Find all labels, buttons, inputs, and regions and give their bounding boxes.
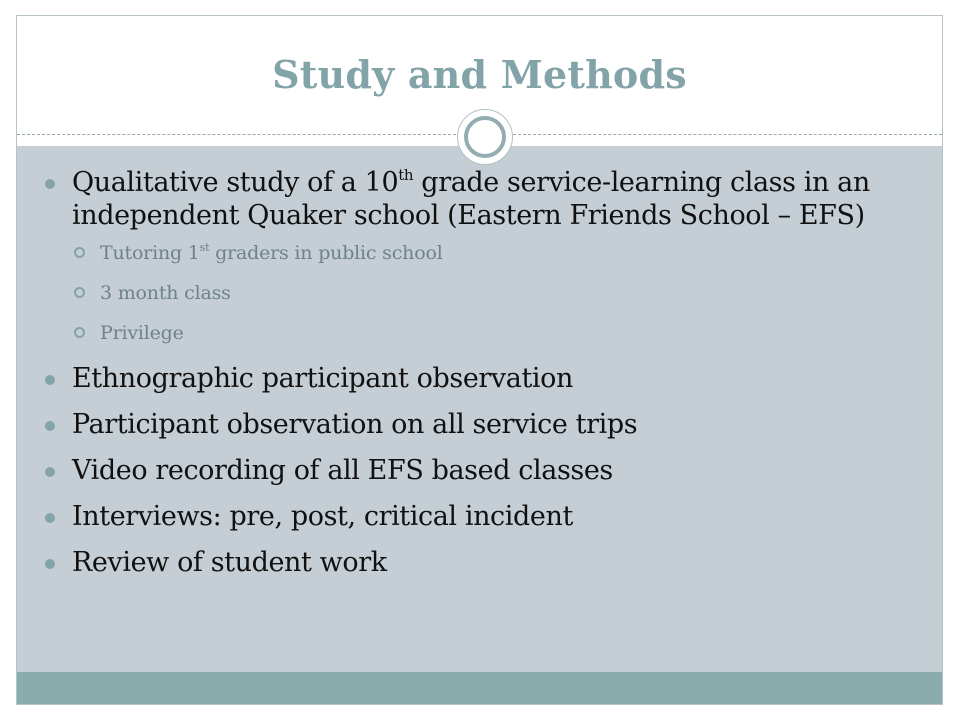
ring-bullet-icon bbox=[74, 247, 85, 258]
bullet-dot-icon bbox=[45, 375, 55, 385]
ring-bullet-icon bbox=[74, 287, 85, 298]
bullet-dot-icon bbox=[45, 513, 55, 523]
slide-title: Study and Methods bbox=[272, 52, 687, 97]
bullet-text: Participant observation on all service trips bbox=[72, 409, 638, 440]
bullet-text: Interviews: pre, post, critical incident bbox=[72, 501, 573, 532]
bullet-text: Ethnographic participant observation bbox=[72, 363, 573, 394]
bullet-item bbox=[17, 362, 942, 395]
bullet-dot-icon bbox=[45, 559, 55, 569]
bullet-dot-icon bbox=[45, 179, 55, 189]
bullet-item bbox=[17, 166, 942, 344]
bullet-list bbox=[17, 166, 942, 592]
bullet-dot-icon bbox=[45, 421, 55, 431]
bullet-item bbox=[17, 454, 942, 487]
sub-bullet-item bbox=[72, 282, 892, 304]
bullet-item bbox=[17, 546, 942, 579]
bullet-dot-icon bbox=[45, 467, 55, 477]
bullet-text: Review of student work bbox=[72, 547, 387, 578]
bullet-item bbox=[17, 500, 942, 533]
ring-bullet-icon bbox=[74, 327, 85, 338]
bullet-item bbox=[17, 408, 942, 441]
sub-bullet-text: Privilege bbox=[100, 322, 184, 344]
sub-bullet-list bbox=[72, 242, 892, 344]
sub-bullet-item bbox=[72, 242, 892, 264]
slide bbox=[16, 15, 943, 705]
bullet-text: Qualitative study of a 10th grade service-learning class in an independent Quaker school (Eastern Friends School – EFS) bbox=[72, 166, 870, 231]
sub-bullet-text: Tutoring 1st graders in public school bbox=[100, 241, 443, 264]
bullet-text: Video recording of all EFS based classes bbox=[72, 455, 613, 486]
sub-bullet-text: 3 month class bbox=[100, 282, 231, 304]
circle-ornament-icon bbox=[457, 109, 513, 165]
sub-bullet-item bbox=[72, 322, 892, 344]
footer-band bbox=[17, 672, 942, 704]
